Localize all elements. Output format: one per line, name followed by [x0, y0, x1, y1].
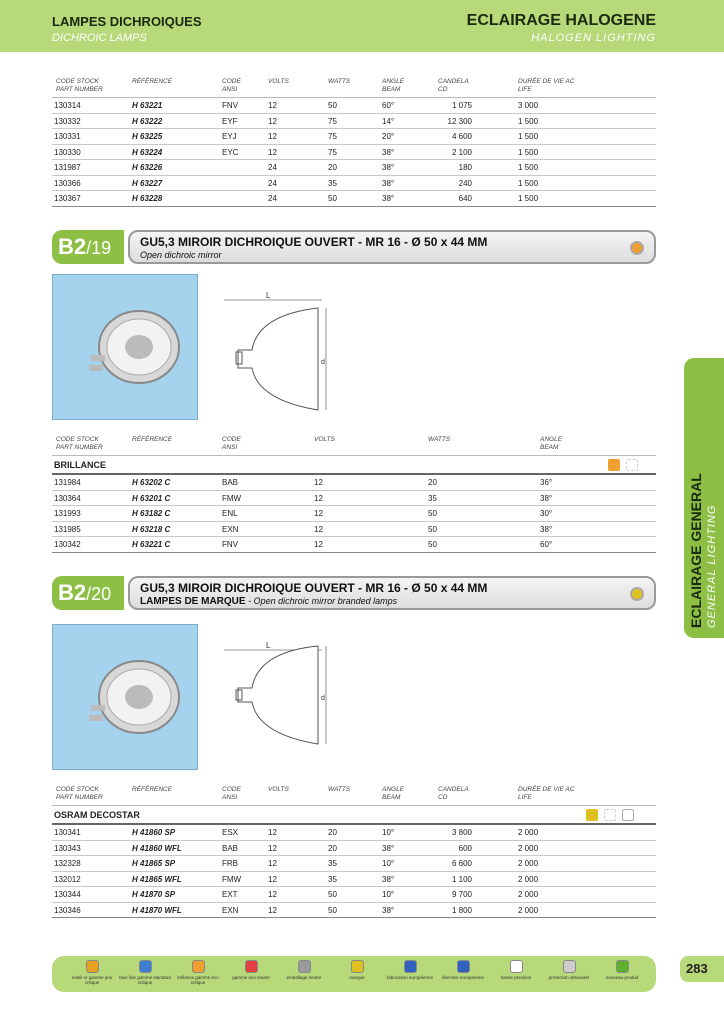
table-cell-volts: 12 [314, 509, 323, 518]
table-cell-life: 1 500 [518, 194, 539, 203]
legend-item [596, 960, 648, 980]
table-cell-watts: 20 [428, 478, 437, 487]
col-watts: WATTS [428, 436, 451, 443]
brand-name: BRILLANCE [54, 460, 106, 470]
legend-item [490, 960, 542, 980]
brand-row [52, 806, 656, 825]
table-row [52, 191, 656, 207]
table-3 [52, 782, 656, 918]
section-title: GU5,3 MIROIR DICHROIQUE OUVERT - MR 16 - Ø 50 x 44 MM [140, 581, 488, 595]
table-2-header [52, 432, 656, 456]
col-volts: VOLTS [314, 436, 335, 443]
table-row [52, 825, 656, 841]
table-row [52, 145, 656, 161]
table-cell-life: 2 000 [518, 843, 539, 853]
table-cell-life: 1 500 [518, 178, 539, 188]
table-cell-watts: 35 [328, 178, 337, 188]
table-cell-candela: 640 [458, 194, 472, 203]
header-right-title: ECLAIRAGE HALOGENE [466, 12, 656, 29]
table-cell-code: 130367 [54, 194, 81, 203]
table-cell-ref: H 63226 [132, 163, 163, 172]
section-title-box [128, 230, 656, 264]
diameter-label: d [321, 695, 325, 702]
table-cell-candela: 3 800 [451, 828, 472, 837]
table-cell-angle: 38° [382, 843, 395, 853]
col-candela: CANDELA CD [438, 78, 469, 93]
lamp-photo [52, 274, 198, 420]
brand-icon [586, 809, 598, 821]
table-cell-candela: 180 [458, 163, 472, 172]
table-cell-angle: 60° [540, 540, 553, 549]
footer-legend [52, 956, 656, 992]
table-cell-life: 2 000 [518, 828, 539, 837]
table-cell-ansi: EXN [222, 524, 239, 534]
legend-item [331, 960, 383, 980]
table-cell-candela: 1 800 [451, 905, 472, 915]
table-cell-ref: H 63221 [132, 101, 163, 110]
table-cell-candela: 2 100 [451, 147, 472, 157]
table-cell-code: 130332 [54, 116, 81, 126]
table-cell-code: 131985 [54, 524, 81, 534]
table-cell-ansi: FNV [222, 540, 238, 549]
table-cell-watts: 35 [328, 874, 337, 884]
col-code-ansi: CODE ANSI [222, 786, 241, 801]
table-cell-volts: 12 [268, 859, 277, 868]
table-cell-ref: H 63201 C [132, 493, 171, 503]
table-cell-volts: 12 [268, 828, 277, 837]
table-row [52, 872, 656, 888]
legend-label: basse pression [500, 975, 532, 980]
col-life: DURÉE DE VIE AC LIFE [518, 786, 575, 801]
table-cell-candela: 1 075 [451, 101, 472, 110]
col-code-stock: CODE STOCK PART NUMBER [56, 786, 103, 801]
col-candela: CANDELA CD [438, 786, 469, 801]
table-cell-ansi: EYC [222, 147, 239, 157]
legend-label: directive européenne [441, 975, 485, 980]
table-cell-watts: 50 [328, 194, 337, 203]
table-cell-ref: H 41860 SP [132, 828, 176, 837]
table-cell-life: 2 000 [518, 859, 539, 868]
legend-item [225, 960, 277, 980]
table-cell-ansi: ESX [222, 828, 239, 837]
table-cell-ref: H 63225 [132, 132, 163, 141]
table-cell-ref: H 41865 SP [132, 859, 176, 868]
section-subtitle: Open dichroic mirror [140, 250, 222, 260]
table-cell-watts: 35 [328, 859, 337, 868]
col-angle: ANGLE BEAM [540, 436, 563, 451]
section-code: B2/19 [52, 230, 124, 264]
table-cell-watts: 50 [428, 540, 437, 549]
legend-label: brillance gamme éco critique [177, 975, 219, 985]
col-reference: RÉFÉRENCE [132, 786, 173, 793]
table-cell-angle: 10° [382, 859, 395, 868]
col-volts: VOLTS [268, 78, 289, 85]
table-cell-angle: 38° [382, 194, 395, 203]
side-category-tab [684, 358, 724, 638]
low-pressure-icon [510, 960, 523, 973]
legend-label: gamme éco neutre [232, 975, 270, 980]
table-cell-candela: 12 300 [447, 116, 472, 126]
table-cell-volts: 12 [268, 101, 277, 110]
legend-label: blue line gamme standard critique [119, 975, 171, 985]
blue-line-icon [139, 960, 152, 973]
table-cell-code: 130366 [54, 178, 81, 188]
table-row [52, 98, 656, 114]
table-cell-ref: H 41860 WFL [132, 843, 182, 853]
section-subtitle: LAMPES DE MARQUE - Open dichroic mirror branded lamps [140, 596, 398, 607]
table-cell-code: 131993 [54, 509, 81, 518]
length-label: L [266, 641, 271, 650]
table-cell-watts: 50 [328, 890, 337, 899]
legend-label: nouveau produit [605, 975, 639, 980]
table-cell-volts: 12 [268, 843, 277, 853]
col-code-stock: CODE STOCK PART NUMBER [56, 436, 103, 451]
eu-directive-icon [457, 960, 470, 973]
table-cell-ref: H 63228 [132, 194, 163, 203]
table-cell-ansi: ENL [222, 509, 238, 518]
table-cell-volts: 12 [314, 540, 323, 549]
table-cell-code: 131987 [54, 163, 81, 172]
table-cell-volts: 12 [268, 132, 277, 141]
table-row [52, 160, 656, 176]
table-cell-ref: H 63182 C [132, 509, 171, 518]
table-row [52, 903, 656, 919]
table-cell-life: 1 500 [518, 163, 539, 172]
table-cell-code: 130330 [54, 147, 81, 157]
table-cell-ref: H 41870 SP [132, 890, 176, 899]
table-cell-ref: H 63222 [132, 116, 163, 126]
table-cell-code: 130344 [54, 890, 81, 899]
table-cell-code: 130343 [54, 843, 81, 853]
legend-item [66, 960, 118, 985]
table-cell-ref: H 63224 [132, 147, 163, 157]
table-cell-candela: 1 100 [451, 874, 472, 884]
table-cell-angle: 36° [540, 478, 553, 487]
table-cell-code: 132328 [54, 859, 81, 868]
brillance-icon [192, 960, 205, 973]
table-cell-volts: 12 [268, 890, 277, 899]
table-cell-code: 131984 [54, 478, 81, 487]
table-cell-ansi: FRB [222, 859, 238, 868]
brand-name: OSRAM DECOSTAR [54, 810, 140, 820]
package-icon [298, 960, 311, 973]
table-cell-code: 130341 [54, 828, 81, 837]
table-cell-watts: 75 [328, 147, 337, 157]
table-cell-life: 1 500 [518, 147, 539, 157]
table-cell-watts: 50 [328, 101, 337, 110]
table-cell-ref: H 41865 WFL [132, 874, 182, 884]
table-cell-angle: 14° [382, 116, 395, 126]
eu-made-icon [404, 960, 417, 973]
col-watts: WATTS [328, 786, 351, 793]
table-1-header [52, 74, 656, 98]
col-angle: ANGLE BEAM [382, 786, 405, 801]
table-cell-watts: 50 [328, 905, 337, 915]
table-cell-angle: 38° [382, 163, 395, 172]
table-cell-volts: 12 [268, 116, 277, 126]
table-cell-candela: 600 [458, 843, 472, 853]
lamp-photo-branded [52, 624, 198, 770]
table-cell-life: 3 000 [518, 101, 539, 110]
uv-icon [604, 809, 616, 821]
table-cell-angle: 38° [540, 493, 553, 503]
diameter-label: d [321, 359, 325, 366]
table-cell-volts: 12 [268, 147, 277, 157]
table-cell-life: 2 000 [518, 874, 539, 884]
table-2 [52, 432, 656, 553]
legend-label: fabrication européenne [386, 975, 434, 980]
table-cell-volts: 24 [268, 194, 277, 203]
table-cell-watts: 75 [328, 116, 337, 126]
legend-label: marque [349, 975, 365, 980]
brillance-icon [608, 459, 620, 471]
section-b2-19 [52, 230, 656, 266]
page-header [0, 0, 724, 52]
uv-icon [563, 960, 576, 973]
lamp-dimension-diagram-2 [218, 640, 338, 780]
brand-row [52, 456, 656, 475]
table-cell-code: 130314 [54, 101, 81, 110]
table-row [52, 475, 656, 491]
table-cell-ref: H 63202 C [132, 478, 171, 487]
table-cell-angle: 38° [382, 905, 395, 915]
table-row [52, 506, 656, 522]
col-reference: RÉFÉRENCE [132, 78, 173, 85]
table-cell-volts: 12 [268, 905, 277, 915]
table-cell-life: 1 500 [518, 116, 539, 126]
legend-item [437, 960, 489, 980]
lamp-dimension-diagram [218, 290, 338, 430]
legend-item [278, 960, 330, 980]
length-label: L [266, 291, 271, 300]
table-row [52, 522, 656, 538]
section-title-box [128, 576, 656, 610]
col-volts: VOLTS [268, 786, 289, 793]
table-cell-volts: 12 [314, 478, 323, 487]
table-row [52, 176, 656, 192]
legend-label: emballage neutre [286, 975, 322, 980]
table-cell-ref: H 63227 [132, 178, 163, 188]
table-cell-ansi: EYJ [222, 132, 237, 141]
brillance-icon [630, 241, 644, 255]
table-cell-angle: 30° [540, 509, 553, 518]
table-cell-volts: 12 [314, 524, 323, 534]
table-cell-candela: 4 600 [451, 132, 472, 141]
table-cell-ref: H 41870 WFL [132, 905, 182, 915]
header-left-title: LAMPES DICHROIQUES [52, 14, 202, 29]
table-cell-ansi: BAB [222, 843, 239, 853]
side-title: ECLAIRAGE GENERAL [688, 473, 704, 628]
table-cell-angle: 38° [540, 524, 553, 534]
table-cell-volts: 12 [314, 493, 323, 503]
table-cell-life: 2 000 [518, 890, 539, 899]
table-cell-ansi: EXN [222, 905, 239, 915]
section-title: GU5,3 MIROIR DICHROIQUE OUVERT - MR 16 - Ø 50 x 44 MM [140, 235, 488, 249]
col-code-stock: CODE STOCK PART NUMBER [56, 78, 103, 93]
table-cell-ansi: BAB [222, 478, 239, 487]
table-cell-candela: 6 600 [451, 859, 472, 868]
table-cell-watts: 20 [328, 843, 337, 853]
table-cell-code: 132012 [54, 874, 81, 884]
table-row [52, 114, 656, 130]
low-pressure-icon [622, 809, 634, 821]
side-subtitle: GENERAL LIGHTING [706, 504, 718, 628]
legend-item [543, 960, 595, 980]
col-life: DURÉE DE VIE AC LIFE [518, 78, 575, 93]
table-cell-code: 130342 [54, 540, 81, 549]
table-cell-candela: 240 [458, 178, 472, 188]
table-row [52, 537, 656, 553]
section-b2-20 [52, 576, 656, 612]
page-number: 283 [680, 956, 724, 982]
table-row [52, 887, 656, 903]
legend-item [384, 960, 436, 980]
table-cell-code: 130364 [54, 493, 81, 503]
table-cell-volts: 24 [268, 178, 277, 188]
header-right-subtitle: HALOGEN LIGHTING [531, 32, 656, 44]
table-cell-angle: 60° [382, 101, 395, 110]
table-cell-ansi: EYF [222, 116, 238, 126]
new-product-icon [616, 960, 629, 973]
table-cell-watts: 20 [328, 163, 337, 172]
table-cell-angle: 38° [382, 147, 395, 157]
table-row [52, 841, 656, 857]
brand-icon [630, 587, 644, 601]
table-cell-ansi: FNV [222, 101, 238, 110]
table-cell-ansi: FMW [222, 874, 242, 884]
table-cell-angle: 20° [382, 132, 395, 141]
legend-label: soleil or gamme prix critique [71, 975, 113, 985]
table-cell-watts: 75 [328, 132, 337, 141]
table-cell-watts: 50 [428, 524, 437, 534]
table-row [52, 129, 656, 145]
table-cell-angle: 10° [382, 890, 395, 899]
table-cell-angle: 10° [382, 828, 395, 837]
table-cell-angle: 38° [382, 178, 395, 188]
table-cell-candela: 9 700 [451, 890, 472, 899]
table-row [52, 856, 656, 872]
table-3-header [52, 782, 656, 806]
table-row [52, 491, 656, 507]
table-cell-code: 130331 [54, 132, 81, 141]
table-cell-volts: 12 [268, 874, 277, 884]
sun-icon [86, 960, 99, 973]
col-code-ansi: CODE ANSI [222, 78, 241, 93]
uv-icon [626, 459, 638, 471]
table-1 [52, 74, 656, 207]
header-left-subtitle: DICHROIC LAMPS [52, 32, 147, 44]
table-cell-watts: 20 [328, 828, 337, 837]
table-cell-ref: H 63218 C [132, 524, 171, 534]
table-cell-ansi: FMW [222, 493, 242, 503]
section-code: B2/20 [52, 576, 124, 610]
table-cell-life: 1 500 [518, 132, 539, 141]
col-angle: ANGLE BEAM [382, 78, 405, 93]
table-cell-code: 130346 [54, 905, 81, 915]
legend-item [119, 960, 171, 985]
col-code-ansi: CODE ANSI [222, 436, 241, 451]
table-cell-watts: 50 [428, 509, 437, 518]
brand-icon [351, 960, 364, 973]
legend-label: protection ultraviolet [548, 975, 590, 980]
table-cell-life: 2 000 [518, 905, 539, 915]
table-cell-angle: 38° [382, 874, 395, 884]
table-cell-volts: 24 [268, 163, 277, 172]
col-reference: RÉFÉRENCE [132, 436, 173, 443]
eco-icon [245, 960, 258, 973]
col-watts: WATTS [328, 78, 351, 85]
legend-item [172, 960, 224, 985]
table-cell-ref: H 63221 C [132, 540, 171, 549]
table-cell-watts: 35 [428, 493, 437, 503]
table-cell-ansi: EXT [222, 890, 238, 899]
